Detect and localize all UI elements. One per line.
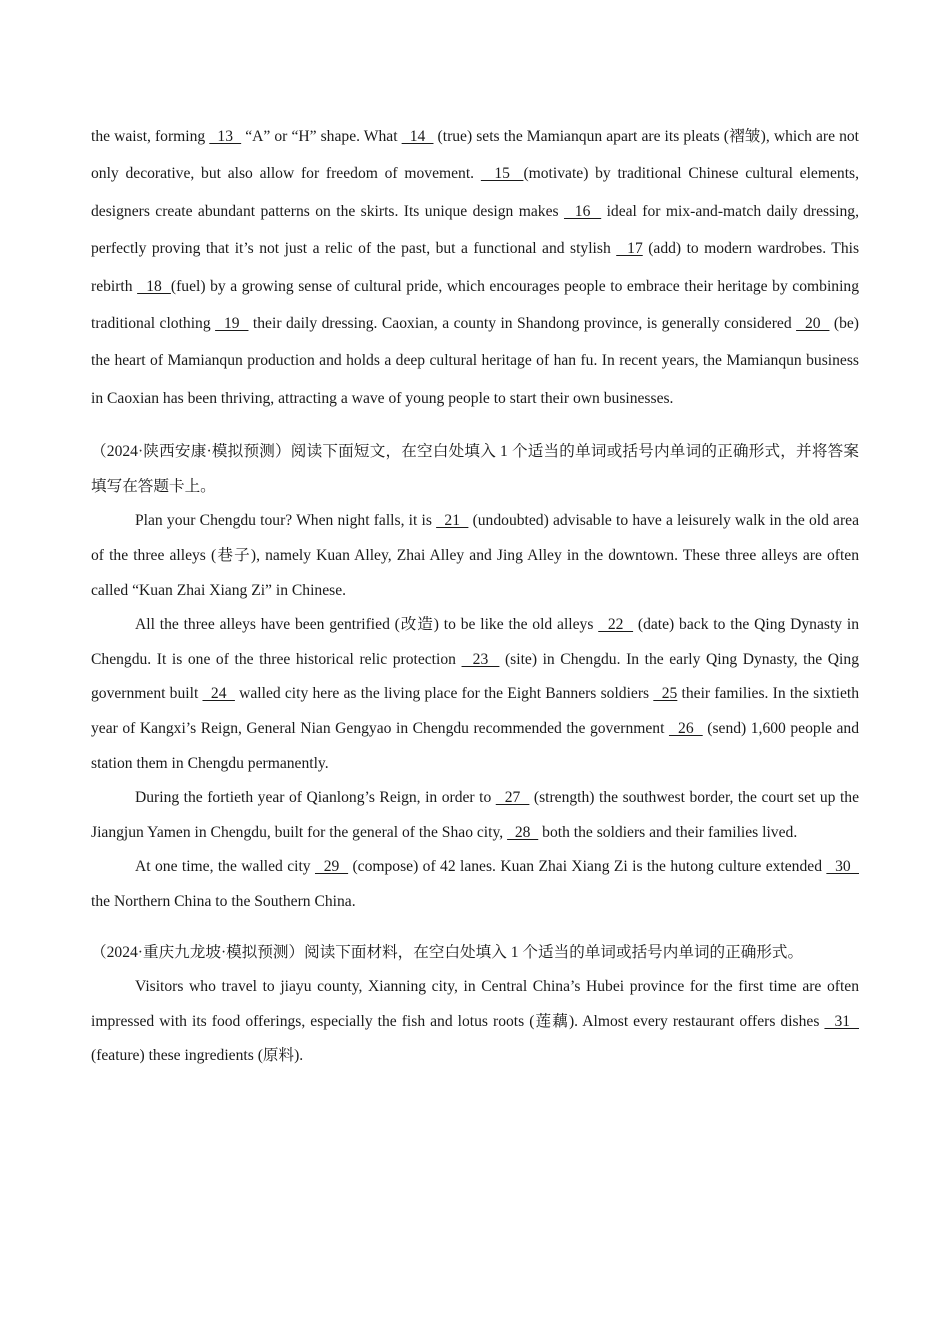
paragraph <box>91 608 859 781</box>
passage-chengdu <box>91 435 859 919</box>
paragraph <box>91 850 859 919</box>
text-run: All the three alleys have been gentrified (改造) to be like the old alleys <box>135 616 599 634</box>
answer-blank: 31 <box>824 1012 859 1030</box>
paragraph <box>91 970 859 1074</box>
text-run: walled city here as the living place for the Eight Banners soldiers <box>234 685 654 703</box>
text-run: Visitors who travel to jiayu county, Xianning city, in Central China’s Hubei province for the first time are often impressed with its food offerings, especially the fish and lotus roots (莲藕). Almost every restaurant offers dishes <box>91 978 859 1030</box>
text-run: (feature) these ingredients (原料). <box>91 1047 304 1065</box>
text-run: Plan your Chengdu tour? When night falls, it is <box>135 512 437 530</box>
passage-jiayu <box>91 936 859 1074</box>
section-gap <box>91 920 859 936</box>
text-run: their families. In the sixtieth year of Kangxi’s Reign, General Nian Gengyao in Chengdu recommended the government <box>91 685 860 737</box>
answer-blank: 27 <box>495 789 530 807</box>
text-run: their daily dressing. Caoxian, a county in Shandong province, is generally considered <box>248 315 797 333</box>
section-heading: （2024·重庆九龙坡·模拟预测）阅读下面材料，在空白处填入 1 个适当的单词或括号内单词的正确形式。 <box>91 943 804 961</box>
paragraph <box>91 118 859 417</box>
text-run: “A” or “H” shape. What <box>241 128 402 145</box>
text-run: (fuel) by a growing sense of cultural pride, which encourages people to embrace their heritage by combining traditional clothing <box>91 277 860 333</box>
answer-blank: 19 <box>215 315 249 333</box>
text-run: (send) 1,600 people and station them in Chengdu permanently. <box>91 720 860 772</box>
document-page <box>91 118 859 1074</box>
answer-blank: 18 <box>137 277 171 295</box>
answer-blank: 17 <box>616 240 643 258</box>
section-gap <box>91 417 859 435</box>
answer-blank: 29 <box>314 858 349 876</box>
answer-blank: 20 <box>796 315 830 333</box>
text-run: (date) back to the Qing Dynasty in Chengdu. It is one of the three historical relic protection <box>91 616 860 668</box>
text-run: (strength) the southwest border, the court set up the Jiangjun Yamen in Chengdu, built for the general of the Shao city, <box>91 789 859 841</box>
text-run: both the soldiers and their families lived. <box>538 823 798 841</box>
text-run: (true) sets the Mamianqun apart are its pleats (褶皱), which are not only decorative, but also allow for freedom of movement. <box>91 128 860 183</box>
answer-blank: 28 <box>507 823 539 841</box>
answer-blank: 23 <box>461 650 500 668</box>
answer-blank: 24 <box>202 685 235 703</box>
text-run: (add) to modern wardrobes. This rebirth <box>91 240 860 295</box>
passage-mamianqun <box>91 118 859 417</box>
text-run: the waist, forming <box>91 128 210 145</box>
text-run: (motivate) by traditional Chinese cultural elements, designers create abundant patterns on the skirts. Its unique design makes <box>91 165 859 220</box>
answer-blank: 16 <box>563 202 602 220</box>
answer-blank: 13 <box>209 128 242 145</box>
answer-blank: 14 <box>401 128 434 145</box>
section-heading: （2024·陕西安康·模拟预测）阅读下面短文，在空白处填入 1 个适当的单词或括号内单词的正确形式，并将答案填写在答题卡上。 <box>91 443 859 495</box>
answer-blank: 15 <box>480 165 524 183</box>
answer-blank: 21 <box>436 512 469 530</box>
text-run: (undoubted) advisable to have a leisurely walk in the old area of the three alleys (巷子), namely Kuan Alley, Zhai Alley and Jing Alley in the downtown. These three alleys are often called “Kuan Zhai Xiang Zi” in Chinese. <box>91 512 860 599</box>
text-run: During the fortieth year of Qianlong’s Reign, in order to <box>135 789 496 807</box>
text-run: ideal for mix-and-match daily dressing, perfectly proving that it’s not just a relic of the past, but a functional and stylish <box>91 202 859 258</box>
paragraph <box>91 504 859 608</box>
paragraph <box>91 781 859 850</box>
text-run: (site) in Chengdu. In the early Qing Dynasty, the Qing government built <box>91 650 859 703</box>
text-run: the Northern China to the Southern China. <box>91 892 356 910</box>
text-run: (compose) of 42 lanes. Kuan Zhai Xiang Zi is the hutong culture extended <box>348 858 827 876</box>
answer-blank: 30 <box>826 858 859 876</box>
text-run: At one time, the walled city <box>135 858 315 876</box>
text-run: (be) the heart of Mamianqun production and holds a deep cultural heritage of han fu. In recent years, the Mamianqun business in Caoxian has been thriving, attracting a wave of young people to start their own businesses. <box>91 315 860 407</box>
answer-blank: 26 <box>668 720 703 737</box>
answer-blank: 22 <box>598 616 634 634</box>
answer-blank: 25 <box>653 685 678 703</box>
